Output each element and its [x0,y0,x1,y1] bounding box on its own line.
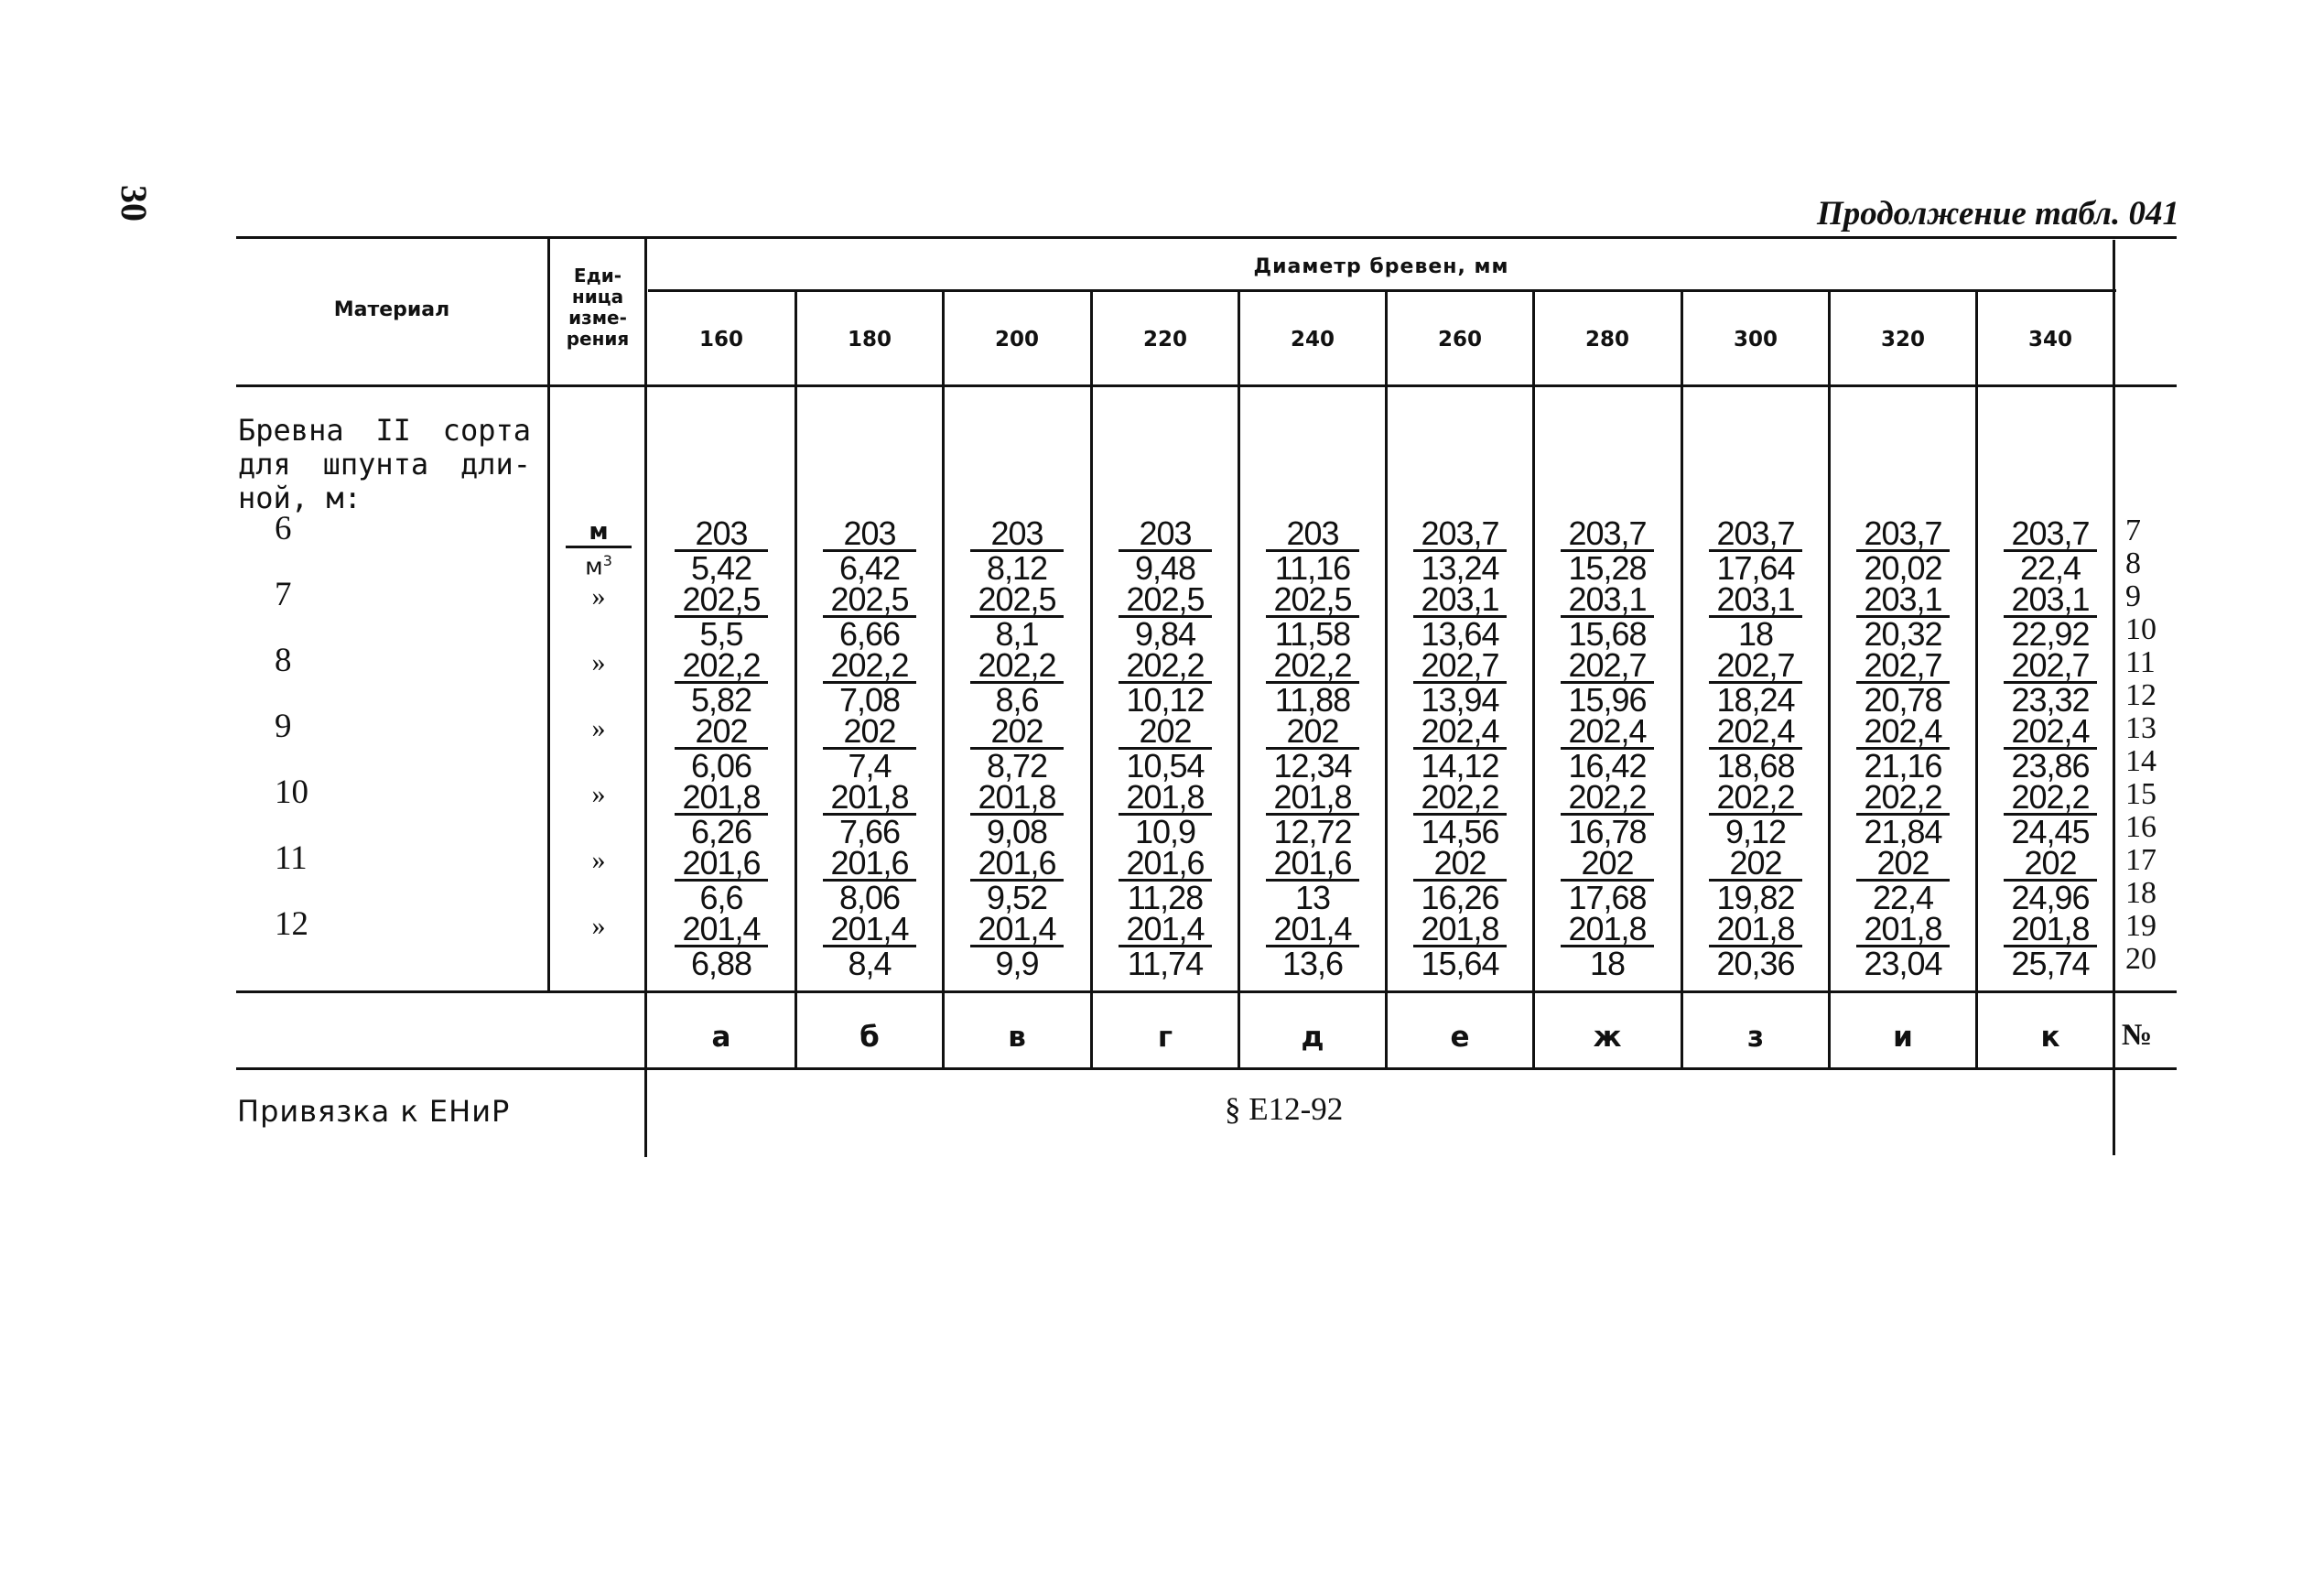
table-cell [1534,580,1681,653]
grid-hline [236,1067,2177,1070]
cell-denominator: 7,66 [838,813,901,850]
row-number: 17 [2125,843,2156,877]
cell-numerator: 202,5 [1266,584,1359,618]
cell-numerator: 202,2 [1413,782,1507,816]
cell-denominator: 15,96 [1568,681,1647,719]
row-unit-ditto: » [591,581,606,611]
material-line: ной, м: [238,481,362,515]
row-length: 7 [275,576,292,613]
table-cell [1092,778,1238,848]
cell-denominator: 13,64 [1421,615,1499,653]
cell-numerator: 202 [1561,848,1654,882]
cell-numerator: 201,8 [970,782,1064,816]
table-cell [1239,712,1386,782]
cell-denominator: 9,48 [1134,549,1196,587]
cell-numerator: 202,5 [970,584,1064,618]
cell-denominator: 11,88 [1274,681,1351,719]
cell-denominator: 19,82 [1716,879,1795,916]
row-number: 11 [2125,645,2156,679]
cell-denominator: 16,78 [1568,813,1647,850]
cell-denominator: 9,08 [986,813,1048,850]
row-number: 9 [2125,579,2141,613]
diameter-value: 300 [1733,328,1778,352]
cell-denominator: 23,04 [1864,945,1942,982]
cell-numerator: 201,4 [1119,914,1212,947]
table-cell [1387,778,1533,848]
cell-numerator: 203,1 [1413,584,1507,618]
table-cell [1682,646,1829,719]
table-cell [1239,580,1386,653]
cell-denominator: 13,6 [1281,945,1344,982]
cell-denominator: 6,06 [690,747,752,784]
column-letter: е [1450,1021,1470,1054]
table-cell [1534,514,1681,587]
row-length: 10 [275,774,308,811]
table-cell [1387,514,1533,587]
cell-denominator: 10,9 [1134,813,1196,850]
cell-numerator: 201,8 [1856,914,1950,947]
table-cell [944,712,1090,782]
grid-hline [648,289,2116,292]
cell-numerator: 202 [1709,848,1802,882]
cell-denominator: 13 [1294,879,1331,916]
material-line: для шпунта дли- [238,447,531,482]
cell-denominator: 14,56 [1421,813,1499,850]
cell-denominator: 9,9 [995,945,1039,982]
cell-denominator: 9,84 [1134,615,1196,653]
diameter-value: 240 [1290,328,1335,352]
table-cell [1682,580,1829,653]
unit-denominator-base: м [585,553,603,581]
cell-denominator: 17,68 [1568,879,1647,916]
diameter-value: 280 [1584,328,1629,352]
table-cell [1977,910,2124,982]
cell-numerator: 203,7 [1413,518,1507,552]
table-cell [1830,844,1976,914]
table-cell [1830,910,1976,982]
column-letter: б [859,1021,880,1054]
diameter-value: 260 [1437,328,1482,352]
table-cell [1977,712,2124,782]
cell-numerator: 202,4 [1709,716,1802,750]
cell-denominator: 15,68 [1568,615,1647,653]
cell-denominator: 14,12 [1421,747,1499,784]
table-cell [1387,646,1533,719]
cell-numerator: 202,4 [1413,716,1507,750]
table-caption: Продолжение табл. 041 [1817,195,2179,233]
cell-numerator: 201,8 [1561,914,1654,947]
unit-exponent: 3 [602,552,612,569]
cell-numerator: 203,7 [1561,518,1654,552]
cell-numerator: 202,7 [1561,650,1654,684]
cell-numerator: 201,6 [675,848,768,882]
table-cell [1534,778,1681,848]
cell-denominator: 6,66 [838,615,901,653]
cell-denominator: 10,54 [1126,747,1205,784]
cell-numerator: 202,4 [1561,716,1654,750]
diameter-value: 160 [698,328,743,352]
diameter-value: 340 [2027,328,2072,352]
unit-cubic-meter [566,518,632,580]
cell-numerator: 202 [675,716,768,750]
table-cell [1682,712,1829,782]
cell-denominator: 11,74 [1127,945,1204,982]
cell-numerator: 201,4 [823,914,916,947]
cell-denominator: 24,45 [2011,813,2090,850]
cell-denominator: 8,12 [986,549,1048,587]
cell-numerator: 201,6 [823,848,916,882]
cell-numerator: 201,6 [1266,848,1359,882]
cell-denominator: 20,36 [1716,945,1795,982]
cell-numerator: 202 [1119,716,1212,750]
row-number: 13 [2125,711,2156,745]
cell-denominator: 8,6 [995,681,1039,719]
cell-numerator: 202,2 [1856,782,1950,816]
table-cell [796,778,943,848]
cell-numerator: 201,6 [1119,848,1212,882]
grid-hline [236,990,2177,993]
cell-numerator: 202 [823,716,916,750]
row-number: 15 [2125,777,2156,811]
cell-denominator: 20,32 [1864,615,1942,653]
table-cell [1830,580,1976,653]
column-letter: д [1301,1021,1324,1054]
cell-denominator: 7,08 [838,681,901,719]
cell-numerator: 203 [823,518,916,552]
cell-numerator: 201,4 [675,914,768,947]
table-cell [1977,844,2124,914]
cell-denominator: 6,6 [699,879,743,916]
row-unit-ditto: » [591,713,606,743]
cell-denominator: 22,92 [2011,615,2090,653]
cell-numerator: 201,4 [1266,914,1359,947]
header-material: Материал [333,298,450,321]
table-cell [1092,580,1238,653]
header-unit-line: ница [571,286,624,308]
cell-denominator: 15,64 [1421,945,1499,982]
cell-denominator: 5,5 [699,615,743,653]
cell-denominator: 24,96 [2011,879,2090,916]
cell-numerator: 203 [675,518,768,552]
cell-numerator: 203,1 [1561,584,1654,618]
cell-denominator: 8,72 [986,747,1048,784]
cell-denominator: 13,24 [1421,549,1499,587]
cell-denominator: 15,28 [1568,549,1647,587]
cell-numerator: 201,8 [1119,782,1212,816]
cell-numerator: 203,1 [1709,584,1802,618]
cell-numerator: 201,8 [1709,914,1802,947]
row-unit-ditto: » [591,647,606,677]
table-cell [1682,778,1829,848]
table-cell [1239,646,1386,719]
table-cell [796,910,943,982]
table-cell [1830,514,1976,587]
page-number: 30 [113,185,155,222]
cell-numerator: 203,7 [1709,518,1802,552]
cell-denominator: 18,24 [1716,681,1795,719]
table-cell [1239,514,1386,587]
cell-numerator: 202,2 [1266,650,1359,684]
cell-numerator: 203 [1119,518,1212,552]
table-cell [1534,712,1681,782]
cell-numerator: 201,8 [1413,914,1507,947]
table-cell [1977,646,2124,719]
cell-denominator: 22,4 [2019,549,2081,587]
cell-denominator: 20,02 [1864,549,1942,587]
row-unit-ditto: » [591,845,606,875]
table-cell [1977,580,2124,653]
table-cell [944,646,1090,719]
cell-numerator: 202 [1413,848,1507,882]
header-unit-line: изме- [568,307,627,329]
cell-denominator: 17,64 [1716,549,1795,587]
row-unit-ditto: » [591,779,606,809]
table-cell [1682,910,1829,982]
cell-denominator: 6,26 [690,813,752,850]
table-cell [796,580,943,653]
cell-numerator: 203 [1266,518,1359,552]
column-letter: з [1746,1021,1764,1054]
table-cell [648,712,794,782]
header-unit [551,265,644,350]
header-diameter: Диаметр бревен, мм [1253,255,1509,278]
grid-vline [644,238,647,990]
column-letter: г [1157,1021,1173,1054]
material-description [238,414,531,515]
table-cell [648,646,794,719]
table-cell [1239,778,1386,848]
row-number: 14 [2125,744,2156,778]
diameter-value: 180 [847,328,892,352]
cell-numerator: 202,7 [2004,650,2097,684]
cell-denominator: 23,32 [2011,681,2090,719]
cell-numerator: 203 [970,518,1064,552]
table-cell [1830,778,1976,848]
table-cell [648,580,794,653]
table-cell [944,910,1090,982]
table-cell [1092,646,1238,719]
cell-numerator: 201,6 [970,848,1064,882]
row-length: 6 [275,510,292,547]
table-cell [648,844,794,914]
cell-denominator: 12,34 [1273,747,1352,784]
table-cell [944,514,1090,587]
cell-numerator: 202 [1856,848,1950,882]
cell-denominator: 7,4 [848,747,892,784]
table-cell [648,514,794,587]
cell-numerator: 202,5 [1119,584,1212,618]
table-cell [1387,844,1533,914]
cell-numerator: 203,7 [1856,518,1950,552]
table-cell [1092,910,1238,982]
cell-numerator: 202 [970,716,1064,750]
cell-numerator: 203,1 [1856,584,1950,618]
cell-numerator: 202,4 [2004,716,2097,750]
cell-numerator: 203,7 [2004,518,2097,552]
table-cell [1534,910,1681,982]
table-cell [1092,712,1238,782]
cell-denominator: 8,06 [838,879,901,916]
cell-denominator: 13,94 [1421,681,1499,719]
cell-denominator: 18,68 [1716,747,1795,784]
cell-denominator: 8,1 [995,615,1039,653]
table-cell [944,778,1090,848]
row-number: 8 [2125,546,2141,580]
table-cell [1387,910,1533,982]
cell-denominator: 21,16 [1864,747,1942,784]
cell-denominator: 9,52 [986,879,1048,916]
row-number: 7 [2125,514,2141,547]
cell-denominator: 6,88 [690,945,752,982]
table-cell [1534,844,1681,914]
grid-vline [644,992,647,1157]
row-unit-ditto: » [591,911,606,941]
table-cell [1682,514,1829,587]
column-letter: ж [1593,1021,1622,1054]
table-cell [648,910,794,982]
cell-numerator: 201,8 [823,782,916,816]
cell-denominator: 11,28 [1127,879,1204,916]
cell-numerator: 202,7 [1856,650,1950,684]
cell-numerator: 202,5 [823,584,916,618]
cell-numerator: 203,1 [2004,584,2097,618]
row-length: 9 [275,708,292,745]
cell-denominator: 5,42 [690,549,752,587]
row-number: 18 [2125,876,2156,910]
cell-numerator: 202 [2004,848,2097,882]
cell-numerator: 202,2 [823,650,916,684]
table-cell [796,712,943,782]
table-cell [944,844,1090,914]
table-cell [1977,514,2124,587]
cell-numerator: 202,4 [1856,716,1950,750]
cell-denominator: 9,12 [1724,813,1787,850]
cell-denominator: 12,72 [1273,813,1352,850]
unit-denominator [566,548,632,580]
row-length: 11 [275,839,308,877]
cell-denominator: 10,12 [1126,681,1205,719]
table-cell [648,778,794,848]
cell-numerator: 201,8 [2004,914,2097,947]
table-cell [1977,778,2124,848]
table-cell [1534,646,1681,719]
column-letter: и [1893,1021,1913,1054]
cell-numerator: 202,7 [1709,650,1802,684]
diameter-value: 320 [1880,328,1925,352]
cell-denominator: 8,4 [848,945,892,982]
cell-numerator: 202 [1266,716,1359,750]
row-length: 8 [275,642,292,679]
footer-label: Привязка к ЕНиР [237,1094,511,1129]
cell-numerator: 202,7 [1413,650,1507,684]
cell-denominator: 21,84 [1864,813,1942,850]
cell-denominator: 18 [1737,615,1774,653]
cell-denominator: 20,78 [1864,681,1942,719]
cell-denominator: 11,16 [1274,549,1351,587]
cell-denominator: 16,26 [1421,879,1499,916]
cell-denominator: 6,42 [838,549,901,587]
cell-numerator: 202,5 [675,584,768,618]
table-cell [1387,712,1533,782]
cell-numerator: 201,4 [970,914,1064,947]
row-number: 10 [2125,612,2156,646]
number-sign: № [2122,1019,2153,1052]
grid-hline [236,384,2177,387]
cell-numerator: 202,2 [970,650,1064,684]
row-length: 12 [275,905,308,943]
table-cell [944,580,1090,653]
cell-numerator: 202,2 [1119,650,1212,684]
table-cell [796,844,943,914]
cell-numerator: 201,8 [675,782,768,816]
table-cell [796,646,943,719]
column-letter: в [1008,1021,1026,1054]
table-cell [1387,580,1533,653]
footer-reference: § Е12-92 [1225,1091,1344,1127]
diameter-value: 220 [1142,328,1187,352]
cell-numerator: 201,8 [1266,782,1359,816]
row-number: 12 [2125,678,2156,712]
cell-denominator: 23,86 [2011,747,2090,784]
cell-denominator: 25,74 [2011,945,2090,982]
column-letter: к [2040,1021,2060,1054]
table-cell [1830,646,1976,719]
cell-denominator: 22,4 [1872,879,1934,916]
cell-denominator: 11,58 [1274,615,1351,653]
cell-denominator: 18 [1589,945,1626,982]
row-number: 19 [2125,909,2156,943]
table-cell [1682,844,1829,914]
cell-denominator: 16,42 [1568,747,1647,784]
header-unit-line: рения [566,328,630,350]
row-number: 16 [2125,810,2156,844]
table-cell [1830,712,1976,782]
grid-vline [547,238,550,990]
header-unit-line: Еди- [573,265,622,287]
column-letter: а [711,1021,731,1054]
table-cell [1092,844,1238,914]
row-number: 20 [2125,942,2156,976]
table-cell [1092,514,1238,587]
diameter-value: 200 [994,328,1039,352]
cell-numerator: 202,2 [1561,782,1654,816]
table-cell [796,514,943,587]
cell-numerator: 202,2 [1709,782,1802,816]
cell-numerator: 202,2 [2004,782,2097,816]
unit-numerator: м [566,518,632,548]
cell-numerator: 202,2 [675,650,768,684]
cell-denominator: 5,82 [690,681,752,719]
material-line: Бревна II сорта [238,413,531,448]
grid-hline [236,236,2177,239]
table-cell [1239,844,1386,914]
table-cell [1239,910,1386,982]
